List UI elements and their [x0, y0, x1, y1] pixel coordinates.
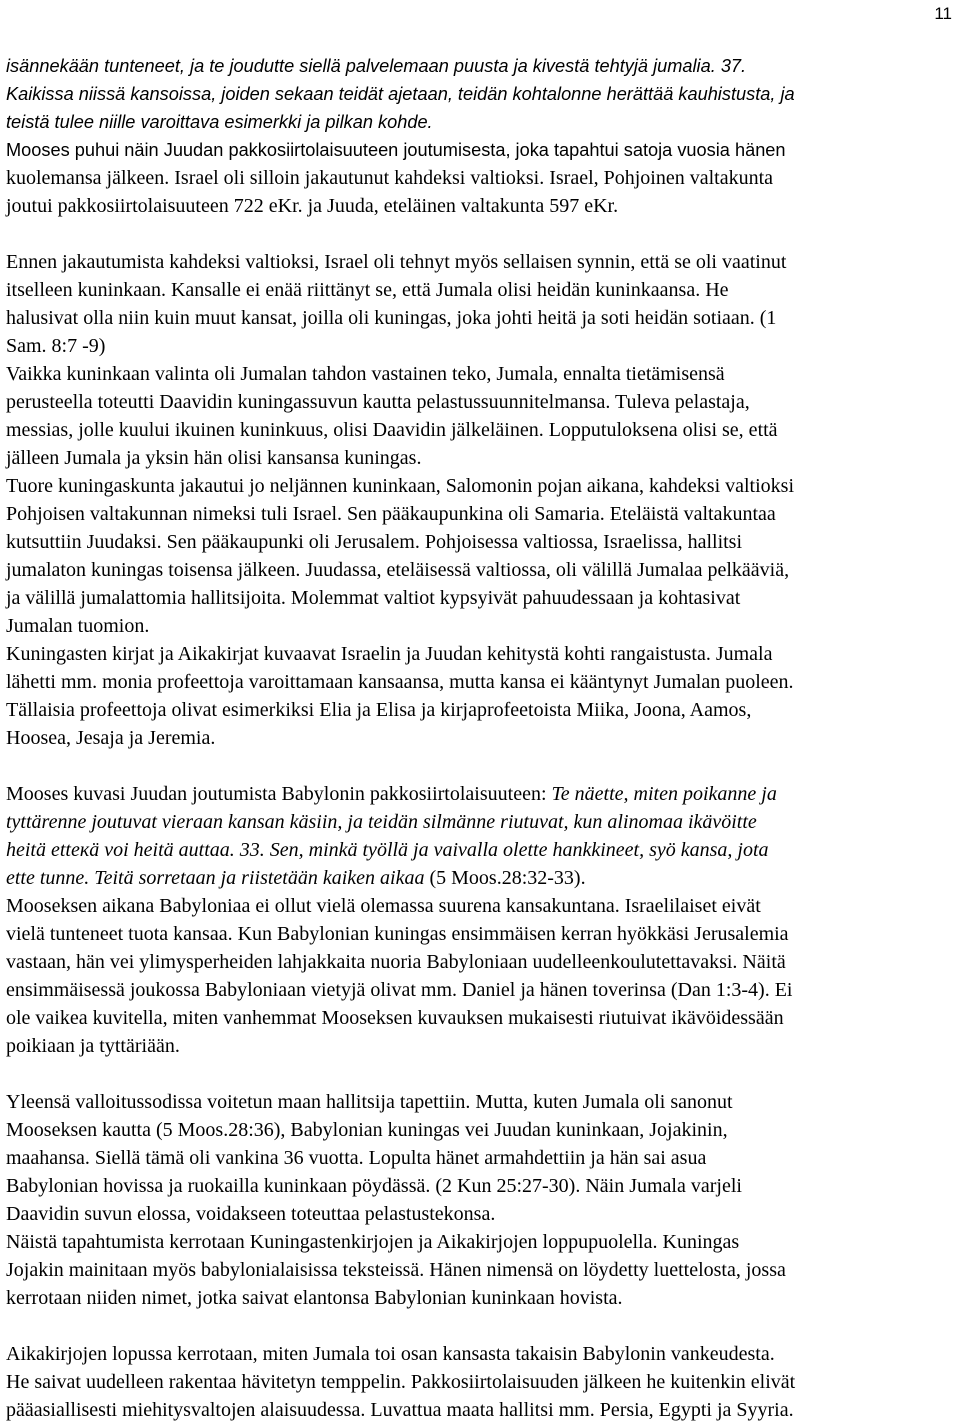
text-run: kerrotaan niiden nimet, jotka saivat elantonsa Babylonian kuninkaan hovista.	[6, 1287, 623, 1309]
text-run: Ennen jakautumista kahdeksi valtioksi, Israel oli tehnyt myös sellaisen synnin, että se oli vaatinut	[6, 251, 787, 273]
text-line	[6, 1034, 180, 1058]
text-line	[6, 502, 776, 526]
text-run: Vaikka kuninkaan valinta oli Jumalan tahdon vastainen teko, Jumala, ennalta tietämisensä	[6, 363, 725, 385]
text-run: Aikakirjojen lopussa kerrotaan, miten Jumala toi osan kansasta takaisin Babylonin vankeudesta.	[6, 1343, 775, 1365]
italic-text: heitä etteкä voi heitä auttaa. 33. Sen, minkä työllä ja vaivalla olette hankkineet, syö kansa, jota	[6, 839, 769, 861]
text-run: Mooseksen aikana Babyloniaa ei ollut vielä olemassa suurena kansakuntana. Israelilaiset eivät	[6, 895, 761, 917]
text-run: itselleen kuninkaan. Kansalle ei enää riittänyt se, että Jumala olisi heidän kuninkaansa. He	[6, 279, 729, 301]
text-run: vastaan, hän vei ylimysperheiden lahjakkaita nuoria Babyloniaan uudelleenkoulutettavaksi. Näitä	[6, 951, 786, 973]
text-run: ja välillä jumalattomia hallitsijoita. Molemmat valtiot kypsyivät pahuudessaan ja kohtasivat	[6, 587, 741, 609]
text-run: jälleen Jumala ja yksin hän olisi kansansa kuningas.	[6, 447, 422, 469]
text-line	[6, 1342, 775, 1366]
text-line	[6, 1006, 784, 1030]
text-run: kuolemansa jälkeen. Israel oli silloin jakautunut kahdeksi valtioksi. Israel, Pohjoinen valtakunta	[6, 167, 774, 189]
text-run: He saivat uudelleen rakentaa hävitetyn temppelin. Pakkosiirtolaisuuden jälkeen he kuitenkin elivät	[6, 1371, 796, 1393]
text-line	[6, 110, 433, 134]
text-run: joutui pakkosiirtolaisuuteen 722 eKr. ja Juuda, eteläinen valtakunta 597 eKr.	[6, 195, 619, 217]
text-line	[6, 726, 215, 750]
text-line	[6, 1146, 706, 1170]
text-line	[6, 1174, 742, 1198]
text-run: (5 Moos.28:32-33).	[424, 867, 586, 889]
text-line	[6, 698, 751, 722]
text-line	[6, 306, 776, 330]
text-run: kutsuttiin Juudaksi. Sen pääkaupunki oli Jerusalem. Pohjoisessa valtiossa, Israelissa, hallitsi	[6, 531, 743, 553]
text-run: pääasiallisesti miehitysvaltojen alaisuudessa. Luvattua maata hallitsi mm. Persia, Egypti ja Syyria.	[6, 1399, 794, 1421]
text-run: Tuore kuningaskunta jakautui jo neljännen kuninkaan, Salomonin pojan aikana, kahdeksi valtioksi	[6, 475, 795, 497]
text-line	[6, 390, 750, 414]
text-line	[6, 782, 777, 806]
text-line	[6, 334, 105, 358]
text-line	[6, 54, 746, 78]
text-line	[6, 558, 789, 582]
text-line	[6, 1286, 623, 1310]
italic-text: teistä tulee niille varoittava esimerkki ja pilkan kohde.	[6, 112, 433, 132]
text-run: halusivat olla niin kuin muut kansat, joilla oli kuningas, joka johti heitä ja soti heidän sotiaan. (1	[6, 307, 777, 329]
text-run: Babylonian hovissa ja ruokailla kuninkaan pöydässä. (2 Kun 25:27-30). Näin Jumala varjeli	[6, 1175, 742, 1197]
italic-text: isännekään tunteneet, ja te joudutte siellä palvelemaan puusta ja kivestä tehtyjä jumalia. 37.	[6, 56, 747, 76]
text-run: Mooseksen kautta (5 Moos.28:36), Babylonian kuningas vei Juudan kuninkaan, Jojakinin,	[6, 1119, 728, 1141]
text-run: messias, jolle kuului ikuinen kuninkuus, olisi Daavidin jälkeläinen. Lopputuloksena olisi se, että	[6, 419, 778, 441]
text-run: Daavidin suvun elossa, voidakseen toteuttaa pelastustekonsa.	[6, 1203, 496, 1225]
text-line	[6, 1118, 728, 1142]
text-line	[6, 670, 794, 694]
text-line	[6, 138, 786, 162]
text-line	[6, 82, 795, 106]
text-run: Kuningasten kirjat ja Aikakirjat kuvaavat Israelin ja Juudan kehitystä kohti rangaistusta. Jumala	[6, 643, 773, 665]
text-run: Yleensä valloitussodissa voitetun maan hallitsija tapettiin. Mutta, kuten Jumala oli sanonut	[6, 1091, 733, 1113]
text-line	[6, 1258, 786, 1282]
text-line	[6, 1230, 739, 1254]
text-line	[6, 418, 778, 442]
text-line	[6, 614, 149, 638]
text-run: jumalaton kuningas toisensa jälkeen. Juudassa, eteläisessä valtiossa, oli välillä Jumalaa pelkääviä,	[6, 559, 790, 581]
text-run: Tällaisia profeettoja olivat esimerkiksi Elia ja Elisa ja kirjaprofeetoista Miika, Joona, Aamos,	[6, 699, 752, 721]
text-run: Jojakin mainitaan myös babylonialaisissa teksteissä. Hänen nimensä on löydetty luettelosta, jossa	[6, 1259, 786, 1281]
text-line	[6, 838, 769, 862]
text-line	[6, 922, 789, 946]
italic-text: Kaikissa niissä kansoissa, joiden sekaan teidät ajetaan, teidän kohtalonne herättää kauhistusta, ja	[6, 84, 795, 104]
text-run: Mooses puhui näin Juudan pakkosiirtolaisuuteen joutumisesta, joka tapahtui satoja vuosia hänen	[6, 140, 786, 160]
text-line	[6, 894, 761, 918]
text-line	[6, 362, 725, 386]
text-run: Sam. 8:7 -9)	[6, 335, 106, 357]
text-line	[6, 474, 794, 498]
text-line	[6, 278, 729, 302]
text-line	[6, 250, 786, 274]
text-run: Näistä tapahtumista kerrotaan Kuningastenkirjojen ja Aikakirjojen loppupuolella. Kuningas	[6, 1231, 740, 1253]
text-line	[6, 194, 618, 218]
text-run: Jumalan tuomion.	[6, 615, 150, 637]
italic-text: ette tunne. Teitä sorretaan ja riistetään kaiken aikaa	[6, 867, 425, 889]
text-run: maahansa. Siellä tämä oli vankina 36 vuotta. Lopulta hänet armahdettiin ja hän sai asua	[6, 1147, 707, 1169]
text-run: poikiaan ja tyttäriään.	[6, 1035, 180, 1057]
text-run: ensimmäisessä joukossa Babyloniaan vietyjä olivat mm. Daniel ja hänen toverinsa (Dan 1:3-4). Ei	[6, 979, 793, 1001]
text-run: ole vaikea kuvitella, miten vanhemmat Mooseksen kuvauksen mukaisesti riutuivat ikävöidessään	[6, 1007, 784, 1029]
text-run: lähetti mm. monia profeettoja varoittamaan kansaansa, mutta kansa ei kääntynyt Jumalan puoleen.	[6, 671, 794, 693]
text-line	[6, 586, 740, 610]
text-line	[6, 1090, 733, 1114]
italic-text: tyttärenne joutuvat vieraan kansan käsiin, ja teidän silmänne riutuvat, kun alinomaa ikävöitte	[6, 811, 757, 833]
text-line	[6, 1202, 495, 1226]
text-run: Pohjoisen valtakunnan nimeksi tuli Israel. Sen pääkaupunkina oli Samaria. Eteläistä valtakuntaa	[6, 503, 776, 525]
text-run: Mooses kuvasi Juudan joutumista Babylonin pakkosiirtolaisuuteen:	[6, 783, 552, 805]
text-run: Hoosea, Jesaja ja Jeremia.	[6, 727, 216, 749]
text-line	[6, 1370, 795, 1394]
text-line	[6, 446, 421, 470]
text-line	[6, 810, 757, 834]
page-number: 11	[934, 4, 952, 23]
text-run: vielä tunteneet tuota kansaa. Kun Babylonian kuningas ensimmäisen kerran hyökkäsi Jerusalemia	[6, 923, 789, 945]
text-line	[6, 978, 792, 1002]
text-line	[6, 166, 773, 190]
text-run: perusteella toteutti Daavidin kuningassuvun kautta pelastussuunnitelmansa. Tuleva pelastaja,	[6, 391, 750, 413]
text-line	[6, 866, 586, 890]
text-line	[6, 950, 786, 974]
italic-text: Te näette, miten poikanne ja	[551, 783, 777, 805]
text-line	[6, 642, 772, 666]
text-line	[6, 1398, 794, 1422]
text-line	[6, 530, 742, 554]
